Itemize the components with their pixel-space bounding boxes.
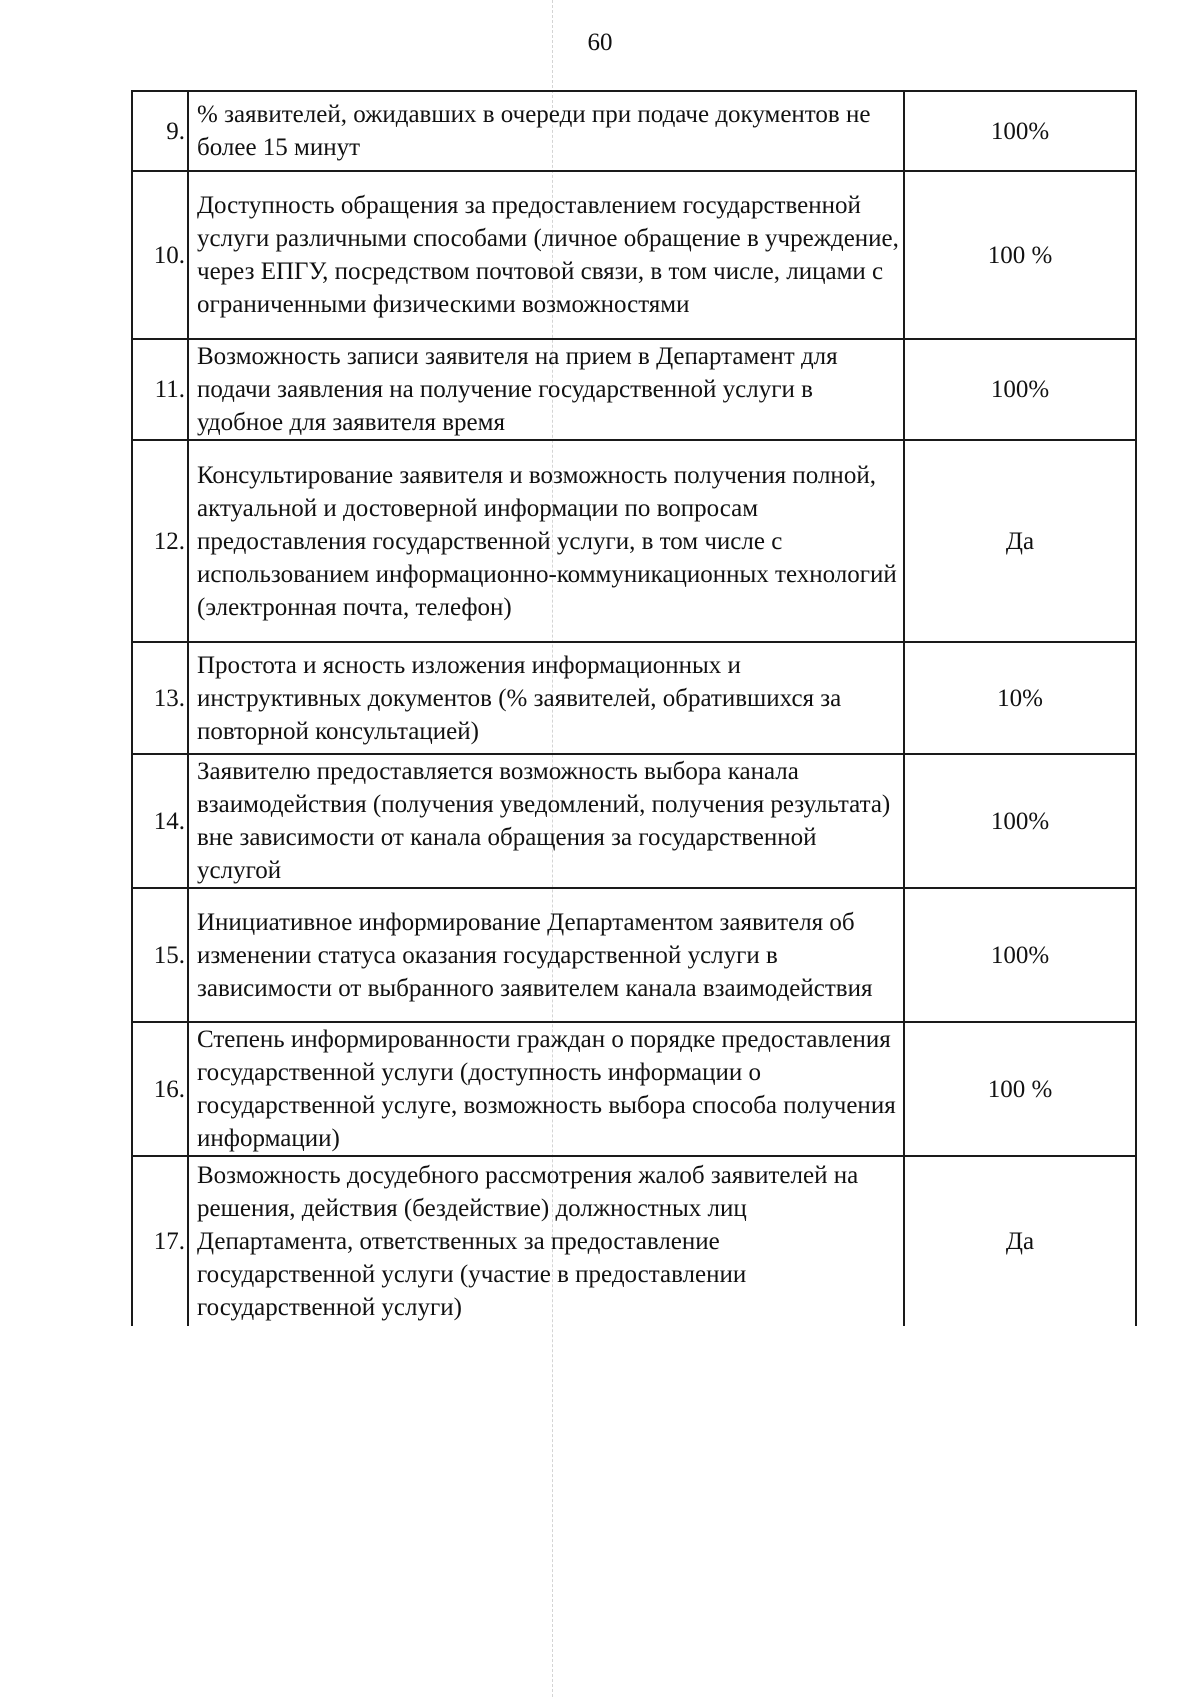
row-value: 100 % [904,1022,1136,1156]
criteria-table [131,90,1137,1326]
row-value: Да [904,440,1136,642]
table-row [132,888,1136,1022]
row-description: Возможность досудебного рассмотрения жалоб заявителей на решения, действия (бездействие) должностных лиц Департамента, ответственных за предоставление государственной услуги (участие в предоставлении государственной услуги) [188,1156,904,1326]
row-number: 9. [132,91,188,171]
row-description: % заявителей, ожидавших в очереди при подаче документов не более 15 минут [188,91,904,171]
row-number: 14. [132,754,188,888]
row-description: Простота и ясность изложения информационных и инструктивных документов (% заявителей, обратившихся за повторной консультацией) [188,642,904,754]
row-value: 100 % [904,171,1136,339]
row-description: Доступность обращения за предоставлением государственной услуги различными способами (личное обращение в учреждение, через ЕПГУ, посредством почтовой связи, в том числе, лицами с ограниченными физическими возможностями [188,171,904,339]
row-number: 13. [132,642,188,754]
row-description: Степень информированности граждан о порядке предоставления государственной услуги (доступность информации о государственной услуге, возможность выбора способа получения информации) [188,1022,904,1156]
row-description: Заявителю предоставляется возможность выбора канала взаимодействия (получения уведомлений, получения результата) вне зависимости от канала обращения за государственной услугой [188,754,904,888]
row-description: Консультирование заявителя и возможность получения полной, актуальной и достоверной информации по вопросам предоставления государственной услуги, в том числе с использованием информационно-коммуникационных технологий (электронная почта, телефон) [188,440,904,642]
row-value: Да [904,1156,1136,1326]
row-description: Возможность записи заявителя на прием в Департамент для подачи заявления на получение государственной услуги в удобное для заявителя время [188,339,904,440]
table-row [132,440,1136,642]
row-value: 100% [904,888,1136,1022]
row-number: 12. [132,440,188,642]
row-number: 17. [132,1156,188,1326]
row-value: 100% [904,754,1136,888]
row-description: Инициативное информирование Департаментом заявителя об изменении статуса оказания государственной услуги в зависимости от выбранного заявителем канала взаимодействия [188,888,904,1022]
table-row [132,171,1136,339]
table-row [132,642,1136,754]
table-row [132,1156,1136,1326]
row-number: 16. [132,1022,188,1156]
row-number: 10. [132,171,188,339]
page-number: 60 [587,29,613,56]
row-value: 100% [904,91,1136,171]
row-number: 15. [132,888,188,1022]
row-value: 100% [904,339,1136,440]
table-row [132,339,1136,440]
row-value: 10% [904,642,1136,754]
table-row [132,91,1136,171]
table-row [132,1022,1136,1156]
row-number: 11. [132,339,188,440]
table-row [132,754,1136,888]
